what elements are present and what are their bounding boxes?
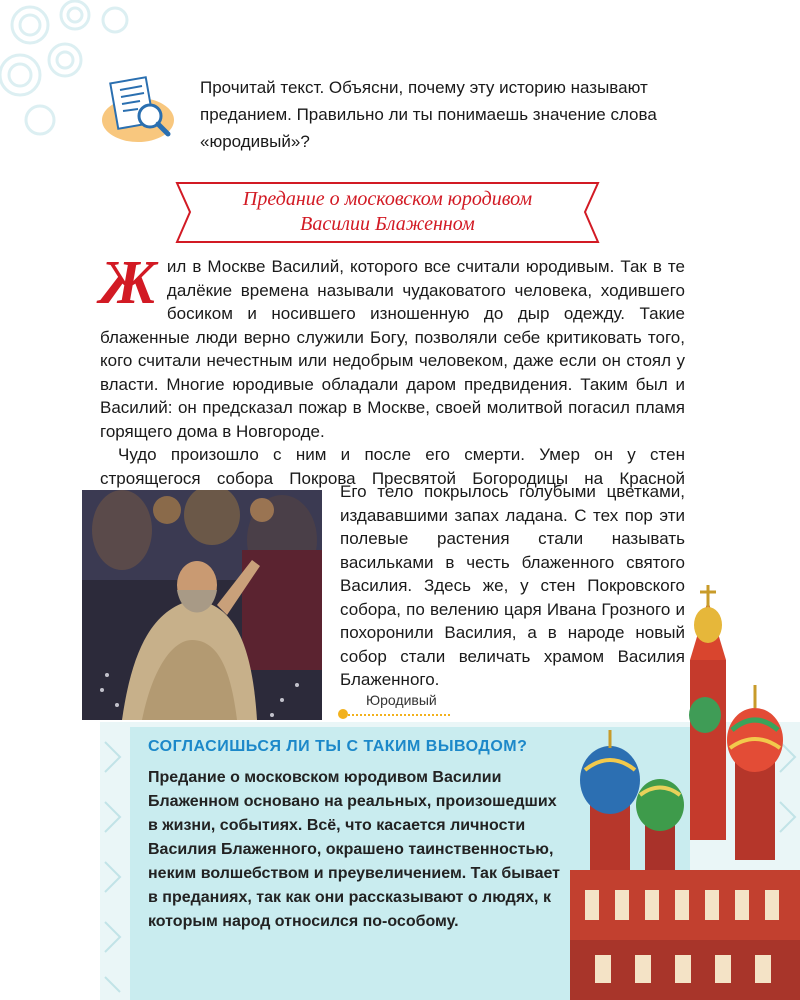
st-basils-cathedral-image <box>540 580 800 1000</box>
story-paragraph-3: Его тело покрылось голубыми цветками, издававшими запах ладана. С тех пор эти полевые растения стали называть васильками в честь блаженного святого Василия. Здесь же, у стен Покровского собора, по велению царя Ивана Грозного и похоронили Василия, а в народе новый собор стали величать храмом Василия Блаженного. <box>340 482 685 689</box>
holy-fool-painting <box>82 490 322 720</box>
title-line-1: Предание о московском юродивом <box>242 188 533 210</box>
caption-dot <box>338 709 348 719</box>
title-banner <box>165 180 610 245</box>
drop-cap: Ж <box>100 249 157 317</box>
agree-text: Предание о московском юродивом Василии Блаженном основано на реальных, произошедших в жизни, событиях. Всё, что касается личности Василия Блаженного, окрашено таинственностью, неким волшебством и преувеличением. Так бывает в преданиях, так как они рассказывают о людях, к которым народ относился по-особому. <box>148 769 560 930</box>
title-line-2: Василии Блаженном <box>300 213 475 235</box>
story-paragraph-2: Чудо произошло с ним и после его смерти. Умер он у стен строящегося собора Покрова Пресвятой Богородицы на Красной <box>100 445 685 488</box>
task-instruction: Прочитай текст. Объясни, почему эту историю называют преданием. Правильно ли ты понимаешь значение слова «юродивый»? <box>200 78 657 151</box>
story-paragraph-1 <box>100 249 685 443</box>
caption-text: Юродивый <box>366 692 437 708</box>
caption-line <box>340 714 450 716</box>
image-caption <box>340 692 460 722</box>
document-magnifier-icon <box>100 74 176 144</box>
story-text <box>100 249 685 514</box>
agree-title: СОГЛАСИШЬСЯ ЛИ ТЫ С ТАКИМ ВЫВОДОМ? <box>148 738 528 755</box>
story-paragraph-1-text: ил в Москве Василий, которого все считали юродивым. Так в те далёкие времена называли чудаковатого человека, ходившего босиком и носившего изношенную до дыр одежду. Такие блаженные люди верно служили Богу, позволяли себе критиковать того, кого считали нечестным или недобрым человеком, даже если он стоял у власти. Многие юродивые обладали даром предвидения. Таким был и Василий: он предсказал пожар в Москве, своей молитвой погасил пламя горящего дома в Новгороде. <box>100 257 685 441</box>
